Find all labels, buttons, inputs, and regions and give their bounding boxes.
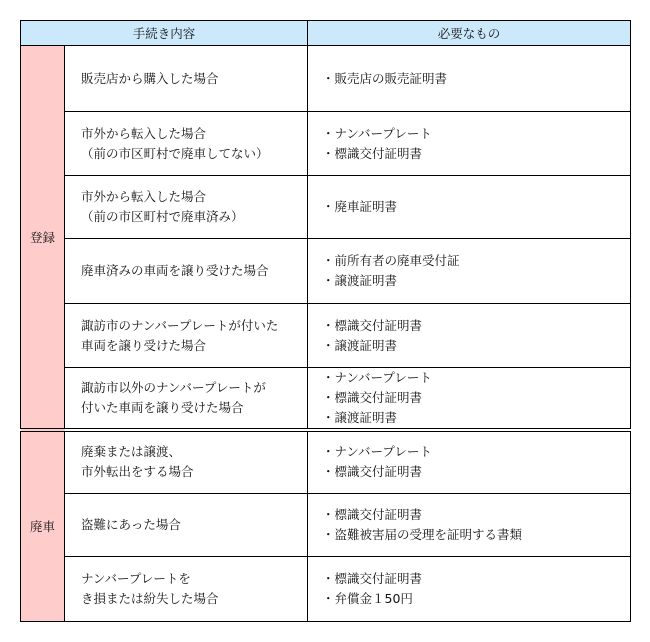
table-row <box>21 368 631 431</box>
required-line: ・ナンバープレート <box>322 125 432 141</box>
procedure-cell <box>65 493 308 556</box>
procedure-line: 諏訪市以外のナンバープレートが <box>81 380 266 395</box>
required-cell <box>308 46 631 112</box>
required-line: ・標識交付証明書 <box>322 506 423 522</box>
required-line: ・標識交付証明書 <box>322 390 423 405</box>
procedure-cell <box>65 304 308 368</box>
required-cell <box>308 556 631 621</box>
procedure-line: 諏訪市のナンバープレートが付いた <box>81 317 279 333</box>
required-line: ・盗難被害届の受理を証明する書類 <box>322 526 523 542</box>
header-procedure: 手続き内容 <box>21 21 308 46</box>
procedure-cell <box>65 239 308 304</box>
required-line: ・標識交付証明書 <box>322 145 423 161</box>
procedure-line: 市外転出をする場合 <box>81 464 194 480</box>
table-row <box>21 430 631 493</box>
procedure-line: き損または紛失した場合 <box>81 590 219 606</box>
procedure-cell <box>65 368 308 431</box>
procedure-cell <box>65 430 308 493</box>
required-line: ・廃車証明書 <box>322 199 398 214</box>
table-row <box>21 556 631 621</box>
procedure-line: ナンバープレートを <box>81 570 191 586</box>
table-row <box>21 304 631 368</box>
required-cell <box>308 430 631 493</box>
procedure-line: 販売店から購入した場合 <box>81 70 219 86</box>
required-cell <box>308 112 631 176</box>
procedure-line: （前の市区町村で廃車してない） <box>81 145 269 161</box>
required-line: ・標識交付証明書 <box>322 464 423 480</box>
procedure-line: 廃車済みの車両を譲り受けた場合 <box>81 263 269 278</box>
required-line: ・譲渡証明書 <box>322 273 398 288</box>
required-line: ・ナンバープレート <box>322 444 432 460</box>
required-line: ・標識交付証明書 <box>322 317 423 333</box>
procedure-line: 付いた車両を譲り受けた場合 <box>81 400 244 415</box>
required-line: ・販売店の販売証明書 <box>322 70 448 86</box>
required-line: ・ナンバープレート <box>322 370 432 385</box>
procedure-line: 盗難にあった場合 <box>81 516 181 532</box>
required-cell <box>308 176 631 239</box>
required-line: ・譲渡証明書 <box>322 337 398 353</box>
table-row <box>21 239 631 304</box>
procedure-line: （前の市区町村で廃車済み） <box>81 209 244 224</box>
category-cell: 登録 <box>21 46 65 431</box>
table-row <box>21 176 631 239</box>
procedure-line: 市外から転入した場合 <box>81 189 207 204</box>
header-required: 必要なもの <box>308 21 631 46</box>
required-cell <box>308 368 631 431</box>
procedure-table <box>20 20 631 622</box>
table-row <box>21 46 631 112</box>
procedure-line: 廃棄または譲渡、 <box>81 444 182 460</box>
category-cell: 廃車 <box>21 430 65 621</box>
procedure-cell <box>65 112 308 176</box>
required-line: ・前所有者の廃車受付証 <box>322 253 460 268</box>
required-cell <box>308 493 631 556</box>
required-line: ・標識交付証明書 <box>322 570 423 586</box>
procedure-line: 車両を譲り受けた場合 <box>81 337 207 353</box>
procedure-line: 市外から転入した場合 <box>81 125 207 141</box>
table-row <box>21 493 631 556</box>
required-cell <box>308 239 631 304</box>
table-row <box>21 112 631 176</box>
procedure-cell <box>65 556 308 621</box>
required-line: ・譲渡証明書 <box>322 410 398 425</box>
required-cell <box>308 304 631 368</box>
procedure-cell <box>65 176 308 239</box>
procedure-cell <box>65 46 308 112</box>
required-line: ・弁償金１50円 <box>322 590 413 606</box>
